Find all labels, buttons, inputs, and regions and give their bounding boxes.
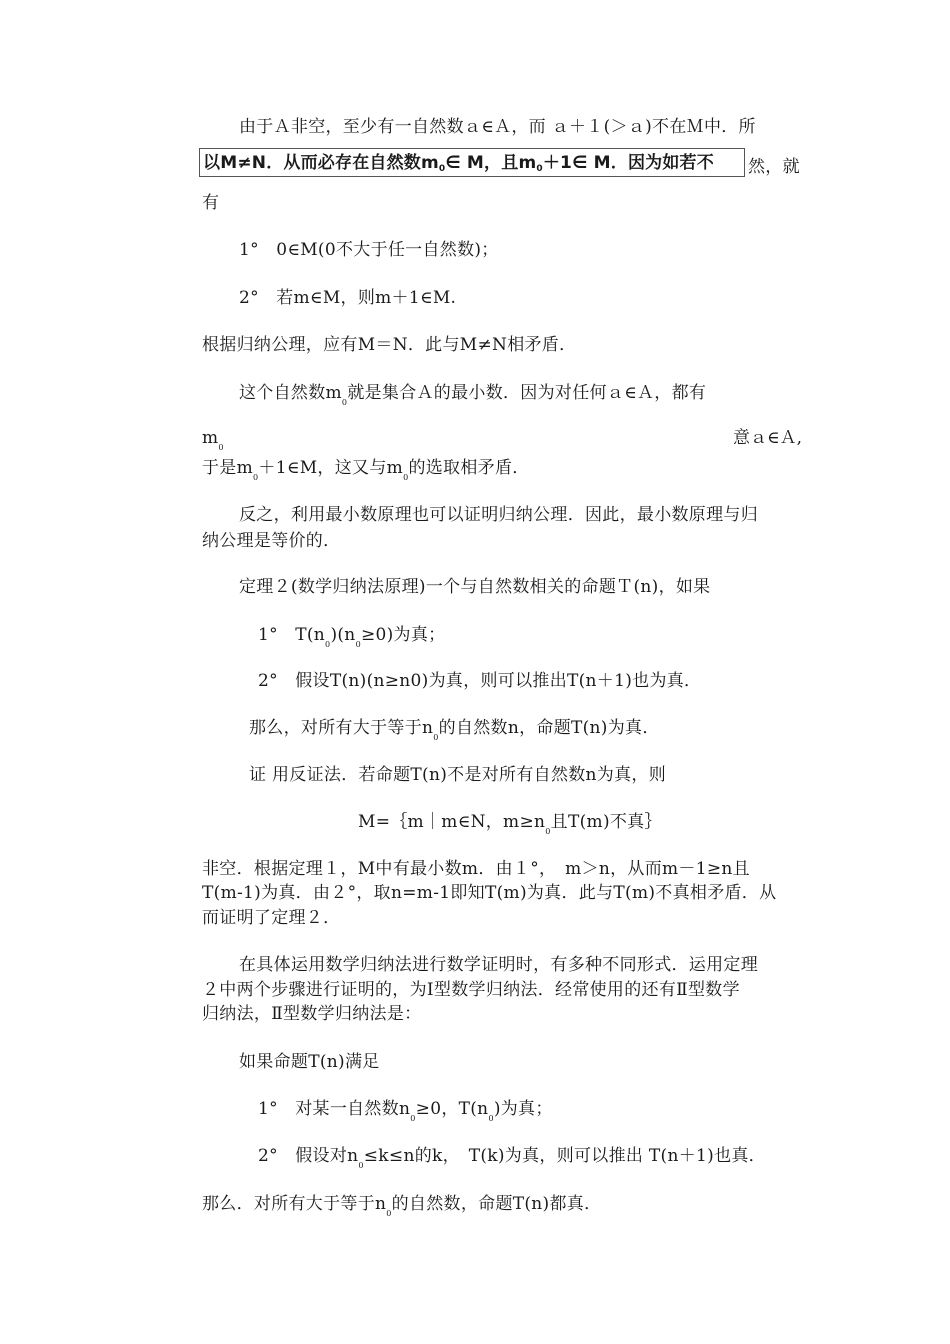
type2-intro: 如果命题T(n)满足 [239,1052,380,1072]
theorem2-then: 那么，对所有大于等于$n_0$的自然数n，命题T(n)为真． [249,718,660,742]
subscript: 0 [536,164,543,174]
condition-1: 1° 0∈M(0不大于任一自然数)； [239,240,499,260]
para1-line1: 由于Ａ非空，至少有一自然数ａ∈Ａ，而 ａ＋１(＞ａ)不在Ｍ中．所 [239,117,756,137]
proof-line1: 非空．根据定理１，M中有最小数m．由１°， m＞n，从而m－1≥n且 [202,859,750,879]
subscript: 0 [438,164,446,174]
boxed-text-c: ＋1∈ M．因为如若不 [542,153,714,173]
theorem2-title: 定理２(数学归纳法原理)一个与自然数相关的命题Ｔ(n)，如果 [239,577,711,597]
para2-line3: 于是$m_0+1\in M$，这又与$m_0$的选取相矛盾． [202,458,530,482]
condition-2: 2° 若m∈M，则m＋1∈M. [239,288,457,308]
proof-line2: T(m-1)为真．由２°，取n=m-1即知T(m)为真．此与T(m)不真相矛盾．从 [202,883,777,903]
conclusion-line: 根据归纳公理，应有M＝N．此与M≠N相矛盾． [202,335,577,355]
type2-then: 那么．对所有大于等于$n_0$的自然数，命题T(n)都真． [202,1194,602,1218]
theorem2-cond1: 1° $T(n_0)(n_0\ge 0)$为真； [258,625,446,649]
set-definition: M=｛m｜m∈N，$m\ge n_0$且T(m)不真｝ [358,812,662,836]
para2-m0: $m_0$ [202,428,224,452]
proof-line3: 而证明了定理２． [202,908,341,928]
para4-line2: ２中两个步骤进行证明的，为Ⅰ型数学归纳法．经常使用的还有Ⅱ型数学 [202,980,740,1000]
para4-line1: 在具体运用数学归纳法进行数学证明时，有多种不同形式．运用定理 [239,955,758,975]
type2-cond2: 2° 假设对$n_0\le k\le n$的k， T(k)为真，则可以推出 T(n＋1)也真． [258,1146,766,1170]
proof-intro: 证 用反证法．若命题T(n)不是对所有自然数n为真，则 [249,765,667,785]
boxed-text-overlay [199,148,745,177]
para2-line1: 这个自然数$m_0$就是集合Ａ的最小数．因为对任何ａ∈Ａ，都有 [239,383,707,407]
type2-cond1: 1° 对某一自然数$n_0\ge 0$，$T(n_0)$为真； [258,1099,553,1123]
boxed-text-b: ∈ M，且m [445,153,537,173]
boxed-text-a: 以M≠N．从而必存在自然数m [203,153,439,173]
theorem2-cond2: 2° 假设T(n)(n≥n0)为真，则可以推出T(n＋1)也为真． [258,671,702,691]
para2-right-fragment: 意ａ∈Ａ, [733,428,802,448]
para3-line1: 反之，利用最小数原理也可以证明归纳公理．因此，最小数原理与归 [239,505,758,525]
para1-line3: 有 [202,193,220,213]
para3-line2: 纳公理是等价的． [202,531,341,551]
para1-line2-tail: 然，就 [748,157,800,177]
para4-line3: 归纳法，Ⅱ型数学归纳法是： [202,1004,422,1024]
